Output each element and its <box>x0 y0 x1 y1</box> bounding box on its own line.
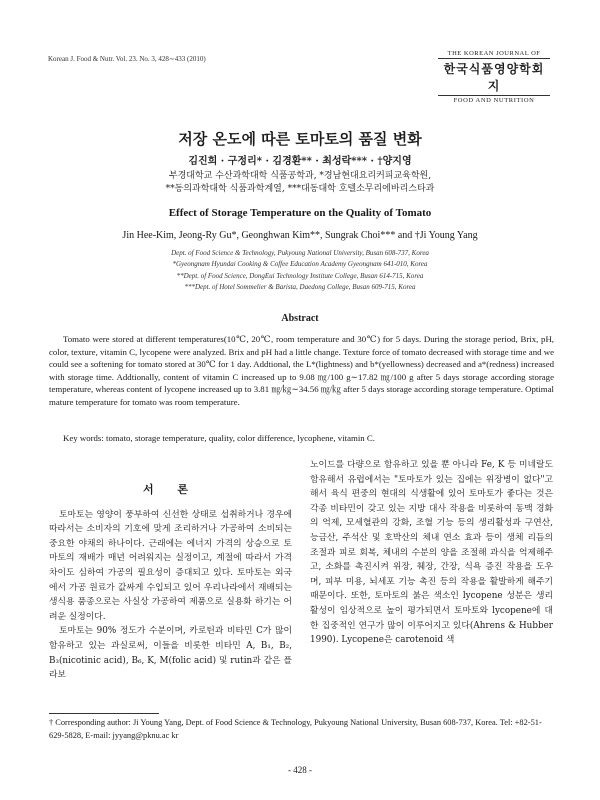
title-korean: 저장 온도에 따른 토마토의 품질 변화 <box>178 130 422 148</box>
intro-paragraph-2: 토마토는 90% 정도가 수분이며, 카로틴과 비타민 C가 많이 함유하고 있는 과실로써, 이들을 비롯한 비타민 A, B₁, B₂, B₃(nicotinic acid), B₆, K, M(folic acid) 및 rutin과 같은 플라보 <box>49 626 292 681</box>
page-number: - 428 - <box>288 765 312 775</box>
journal-citation: Korean J. Food & Nutr. Vol. 23. No. 3, 428∼433 (2010) <box>48 55 206 63</box>
intro-paragraph-3: 노이드를 다량으로 함유하고 있을 뿐 아니라 Fe, K 등 미네랄도 함유해서 유럽에서는 "토마토가 있는 집에는 위장병이 없다"고 해서 육식 편중의 현대의 식생활에 있어 토마토가 좋다는 것은 각종 비타민이 갖고 있는 지방 대사 작용을 비롯하여 동맥 경화의 억제, 모세혈관의 강화, 조혈 기능 등의 생리활성과 구연산, 능금산, 주석산 및 호박산의 체내 연소 효과 등이 생체 리듬의 조절과 피로 회복, 체내의 수분의 양을 조절해 과식을 억제해주고, 소화를 촉진시켜 위장, 췌장, 간장, 식욕 증진 작용을 도우며, 피부 미용, 뇌세포 기능 촉진 등의 작용을 활발하게 해주기 때문이다. 또한, 토마토의 붉은 색소인 lycopene 성분은 생리활성이 임상적으로 높이 평가되면서 토마토와 lycopene에 대한 집중적인 연구가 많이 이루어지고 있다(Ahrens & Hubber 1990). Lycopene은 carotenoid 색 <box>310 460 553 646</box>
affiliation-korean-2: **동의과학대학 식품과학계열, ***대동대학 호텔소무리에바리스타과 <box>165 184 435 194</box>
affiliation-english-3: **Dept. of Food Science, DongEui Technology Institute College, Busan 614-715, Korea <box>176 272 424 280</box>
authors-korean: 김진희 · 구정리* · 김경환** · 최성락*** · †양지영 <box>188 156 412 167</box>
intro-paragraph-1: 토마토는 영양이 풍부하여 신선한 상태로 섭취하거나 경우에 따라서는 소비자의 기호에 맞게 조리하거나 가공하여 소비되는 중요한 야채의 하나이다. 근래에는 에너지 가격의 상승으로 토마토의 재배가 매년 어려워지는 실정이고, 계절에 따라서 가격 차이도 심하여 가공의 필요성이 증대되고 있다. 토마토는 외국에서 가공 원료가 값싸게 수입되고 있어 우리나라에서 재배되는 생식용 품종으로는 사실상 가공하여 제품으로 실용화 하기는 어려운 실정이다. <box>49 509 292 622</box>
keywords: Key words: tomato, storage temperature, quality, color difference, lycophene, vitamin C. <box>63 433 375 443</box>
footnote-divider <box>49 713 159 714</box>
affiliation-english-2: *Gyeongnam Hyundai Cooking & Coffee Education Academy Gyeongnam 641-010, Korea <box>172 260 428 268</box>
affiliation-korean-1: 부경대학교 수산과학대학 식품공학과, *경남현대요리커피교육학원, <box>168 171 432 181</box>
affiliation-english-4: ***Dept. of Hotel Sommelier & Barista, Daedong College, Busan 609-715, Korea <box>184 283 416 291</box>
title-english: Effect of Storage Temperature on the Quality of Tomato <box>168 207 432 219</box>
journal-logo-line3: FOOD AND NUTRITION <box>438 95 550 104</box>
intro-right-column <box>310 458 553 648</box>
intro-left-column <box>49 483 292 683</box>
abstract-body: Tomato were stored at different temperatures(10℃, 20℃, room temperature and 30℃) for 5 days. During the storage period, Brix, pH, color, texture, vitamin C, lycopene were analyzed. Brix and pH had a little change. Texture force of tomato decreased with storage time and we could see a softening for tomato stored at 30℃ for 1 day. Addtional, the L*(lightness) and b*(yellowness) decreased and a*(redness) increased with storage time. Addtionally, content of vitamin C increased up to 9.08 ㎎/100 g∼17.82 ㎎/100 g after 5 days storage according storage temperature, whereas content of lycopene increased up to 3.81 ㎎/㎏∼34.56 ㎎/㎏ after 5 days storage according storage temperature. Optimal mature temperature for tomato was room temperature. <box>49 334 554 407</box>
corresponding-author-footnote: † Corresponding author: Ji Young Yang, Dept. of Food Science & Technology, Pukyoung National University, Busan 608-737, Korea. Tel: +82-51-629-5828, E-mail: jyyang@pknu.ac kr <box>49 718 542 740</box>
journal-logo-line1: THE KOREAN JOURNAL OF <box>438 50 550 59</box>
journal-logo-line2: 한국식품영양학회지 <box>443 62 545 93</box>
authors-english: Jin Hee-Kim, Jeong-Ry Gu*, Geonghwan Kim**, Sungrak Choi*** and †Ji Young Yang <box>122 230 478 241</box>
affiliation-english-1: Dept. of Food Science & Technology, Pukyoung National University, Busan 608-737, Korea <box>171 249 429 257</box>
intro-heading: 서 론 <box>142 483 199 496</box>
journal-logo <box>438 50 550 104</box>
abstract-heading: Abstract <box>281 313 319 324</box>
